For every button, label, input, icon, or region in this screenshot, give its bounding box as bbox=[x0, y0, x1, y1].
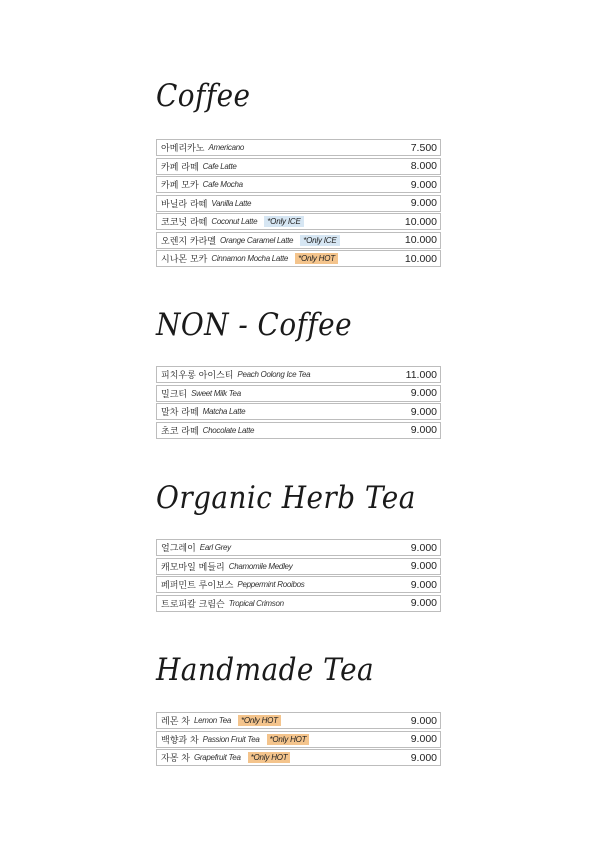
item-price: 9.000 bbox=[410, 387, 437, 399]
item-name-en: Peppermint Rooibos bbox=[237, 580, 305, 589]
item-name-en: Cafe Latte bbox=[202, 161, 237, 171]
item-name-ko: 시나몬 모카 bbox=[161, 255, 208, 265]
item-price: 9.000 bbox=[410, 197, 437, 209]
item-price: 7.500 bbox=[410, 141, 437, 154]
item-price: 9.000 bbox=[410, 751, 437, 764]
menu-row bbox=[156, 731, 441, 748]
section-title: Coffee bbox=[156, 78, 251, 114]
menu-row bbox=[156, 195, 441, 212]
item-name-en: Vanilla Latte bbox=[211, 198, 252, 208]
menu-row bbox=[156, 158, 441, 175]
menu-table bbox=[156, 712, 441, 768]
item-name-en: Matcha Latte bbox=[202, 407, 246, 416]
menu-table bbox=[156, 366, 441, 440]
menu-row bbox=[156, 176, 441, 193]
section-title: NON - Coffee bbox=[156, 307, 353, 343]
item-price: 9.000 bbox=[410, 560, 437, 572]
item-name-ko: 피치우롱 아이스티 bbox=[161, 371, 234, 381]
item-price: 9.000 bbox=[410, 541, 437, 554]
item-name-ko: 오렌지 카라멜 bbox=[161, 236, 217, 247]
item-name-en: Sweet Milk Tea bbox=[191, 388, 241, 398]
item-name-ko: 트로피칼 크림슨 bbox=[161, 599, 225, 610]
menu-row bbox=[156, 213, 441, 230]
item-name-en: Tropical Crimson bbox=[228, 598, 284, 608]
item-price: 9.000 bbox=[410, 733, 437, 745]
item-name-ko: 자몽 차 bbox=[161, 754, 190, 764]
item-name-en: Earl Grey bbox=[199, 543, 231, 552]
item-name-ko: 얼그레이 bbox=[161, 544, 196, 554]
item-name-ko: 페퍼민트 루이보스 bbox=[161, 581, 234, 591]
menu-row bbox=[156, 385, 441, 402]
menu-row bbox=[156, 403, 441, 420]
item-price: 9.000 bbox=[410, 597, 437, 609]
menu-row bbox=[156, 576, 441, 593]
item-name-ko: 코코넛 라떼 bbox=[161, 218, 208, 228]
only-hot-badge: *Only HOT bbox=[295, 253, 338, 264]
item-name-ko: 말차 라떼 bbox=[161, 408, 199, 418]
section-title: Handmade Tea bbox=[156, 652, 375, 688]
item-name-en: Chocolate Latte bbox=[202, 425, 255, 435]
menu-row bbox=[156, 749, 441, 766]
menu-row bbox=[156, 595, 441, 612]
item-name-ko: 바닐라 라떼 bbox=[161, 199, 208, 210]
item-name-en: Cinnamon Mocha Latte bbox=[211, 254, 289, 263]
item-name-ko: 초코 라떼 bbox=[161, 426, 199, 437]
menu-row bbox=[156, 139, 441, 156]
section-title: Organic Herb Tea bbox=[156, 480, 416, 516]
item-name-ko: 밀크티 bbox=[161, 389, 188, 400]
item-price: 11.000 bbox=[405, 368, 437, 381]
menu-table bbox=[156, 539, 441, 613]
menu-row bbox=[156, 558, 441, 575]
item-name-en: Cafe Mocha bbox=[202, 180, 243, 189]
item-price: 9.000 bbox=[410, 714, 437, 727]
item-name-ko: 백향과 차 bbox=[161, 735, 199, 746]
item-name-en: Lemon Tea bbox=[193, 716, 231, 725]
item-price: 10.000 bbox=[404, 234, 437, 246]
item-price: 10.000 bbox=[404, 252, 437, 265]
menu-row bbox=[156, 712, 441, 729]
item-name-en: Coconut Latte bbox=[211, 217, 258, 226]
item-price: 9.000 bbox=[410, 424, 437, 436]
only-hot-badge: *Only HOT bbox=[267, 734, 310, 745]
item-name-ko: 캐모마일 메들리 bbox=[161, 562, 225, 573]
item-price: 8.000 bbox=[410, 160, 437, 172]
item-name-ko: 아메리카노 bbox=[161, 144, 205, 154]
item-name-ko: 카페 라떼 bbox=[161, 162, 199, 173]
menu-row bbox=[156, 232, 441, 249]
item-name-en: Grapefruit Tea bbox=[193, 753, 241, 762]
item-name-en: Orange Caramel Latte bbox=[220, 235, 294, 245]
item-price: 9.000 bbox=[410, 178, 437, 191]
item-name-en: Chamomile Medley bbox=[228, 561, 293, 571]
item-name-en: Peach Oolong Ice Tea bbox=[237, 370, 311, 379]
only-hot-badge: *Only HOT bbox=[248, 752, 291, 763]
menu-row bbox=[156, 366, 441, 383]
item-name-ko: 카페 모카 bbox=[161, 181, 199, 191]
item-price: 9.000 bbox=[410, 578, 437, 591]
menu-table bbox=[156, 139, 441, 269]
only-hot-badge: *Only HOT bbox=[238, 715, 281, 726]
item-name-ko: 레몬 차 bbox=[161, 717, 190, 727]
item-name-en: Passion Fruit Tea bbox=[202, 734, 260, 744]
menu-row bbox=[156, 250, 441, 267]
only-ice-badge: *Only ICE bbox=[264, 216, 303, 227]
item-price: 10.000 bbox=[404, 215, 437, 228]
item-price: 9.000 bbox=[410, 405, 437, 418]
item-name-en: Americano bbox=[208, 143, 245, 152]
only-ice-badge: *Only ICE bbox=[300, 235, 339, 246]
menu-row bbox=[156, 539, 441, 556]
menu-row bbox=[156, 422, 441, 439]
